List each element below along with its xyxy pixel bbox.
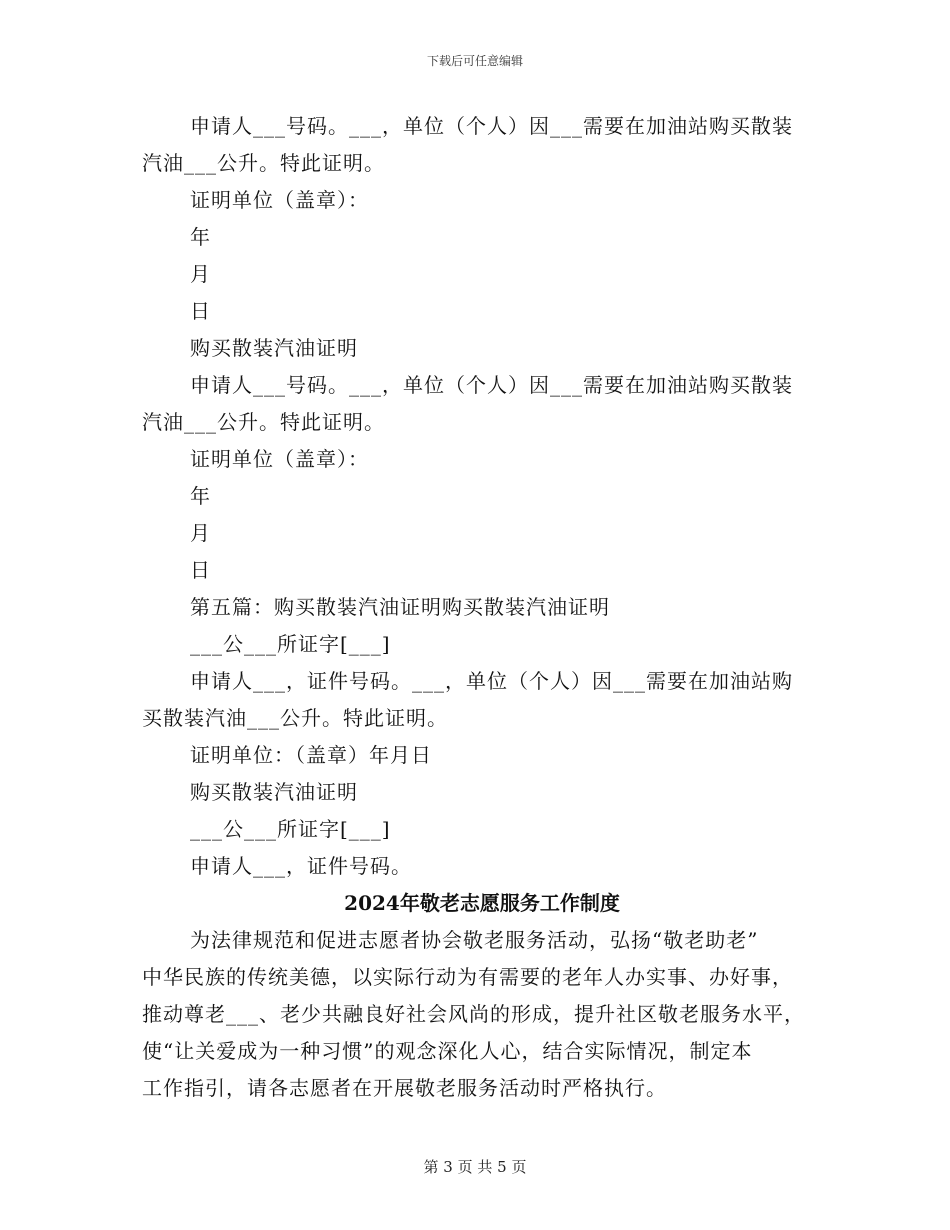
paragraph-line: 购买散装汽油证明 (190, 780, 358, 804)
paragraph-line: 工作指引，请各志愿者在开展敬老服务活动时严格执行。 (142, 1076, 667, 1100)
paragraph-line: ___公___所证字[___] (190, 817, 391, 841)
paragraph-line: 证明单位：（盖章）年月日 (190, 743, 432, 767)
paragraph-line: 使“让关爱成为一种习惯”的观念深化人心，结合实际情况，制定本 (142, 1039, 753, 1063)
paragraph-line: 申请人___号码。___，单位（个人）因___需要在加油站购买散装 (190, 373, 793, 397)
paragraph-line: 汽油___公升。特此证明。 (142, 151, 385, 175)
paragraph-line: 日 (190, 558, 211, 582)
paragraph-line: 年 (190, 225, 211, 249)
document-title: 2024年敬老志愿服务工作制度 (344, 891, 620, 915)
paragraph-line: 申请人___，证件号码。___，单位（个人）因___需要在加油站购 (190, 669, 793, 693)
paragraph-line: 购买散装汽油证明 (190, 336, 358, 360)
section-heading-line: 第五篇：购买散装汽油证明购买散装汽油证明 (190, 595, 610, 619)
page-header: 下载后可任意编辑 (426, 54, 523, 68)
paragraph-line: ___公___所证字[___] (190, 632, 391, 656)
paragraph-line: 年 (190, 484, 211, 508)
paragraph-line: 申请人___号码。___，单位（个人）因___需要在加油站购买散装 (190, 114, 793, 138)
paragraph-line: 为法律规范和促进志愿者协会敬老服务活动，弘扬“敬老助老” (190, 928, 759, 952)
paragraph-line: 证明单位（盖章）： (190, 447, 369, 471)
paragraph-line: 推动尊老___、老少共融良好社会风尚的形成，提升社区敬老服务水平， (142, 1002, 805, 1026)
paragraph-line: 汽油___公升。特此证明。 (142, 410, 385, 434)
paragraph-line: 月 (190, 521, 211, 545)
document-body (142, 108, 822, 1107)
paragraph-line: 证明单位（盖章）： (190, 188, 369, 212)
paragraph-line: 申请人___，证件号码。 (190, 854, 412, 878)
paragraph-line: 中华民族的传统美德，以实际行动为有需要的老年人办实事、办好事， (142, 965, 793, 989)
page-footer: 第 3 页 共 5 页 (423, 1158, 527, 1176)
paragraph-line: 买散装汽油___公升。特此证明。 (142, 706, 448, 730)
paragraph-line: 日 (190, 299, 211, 323)
paragraph-line: 月 (190, 262, 211, 286)
